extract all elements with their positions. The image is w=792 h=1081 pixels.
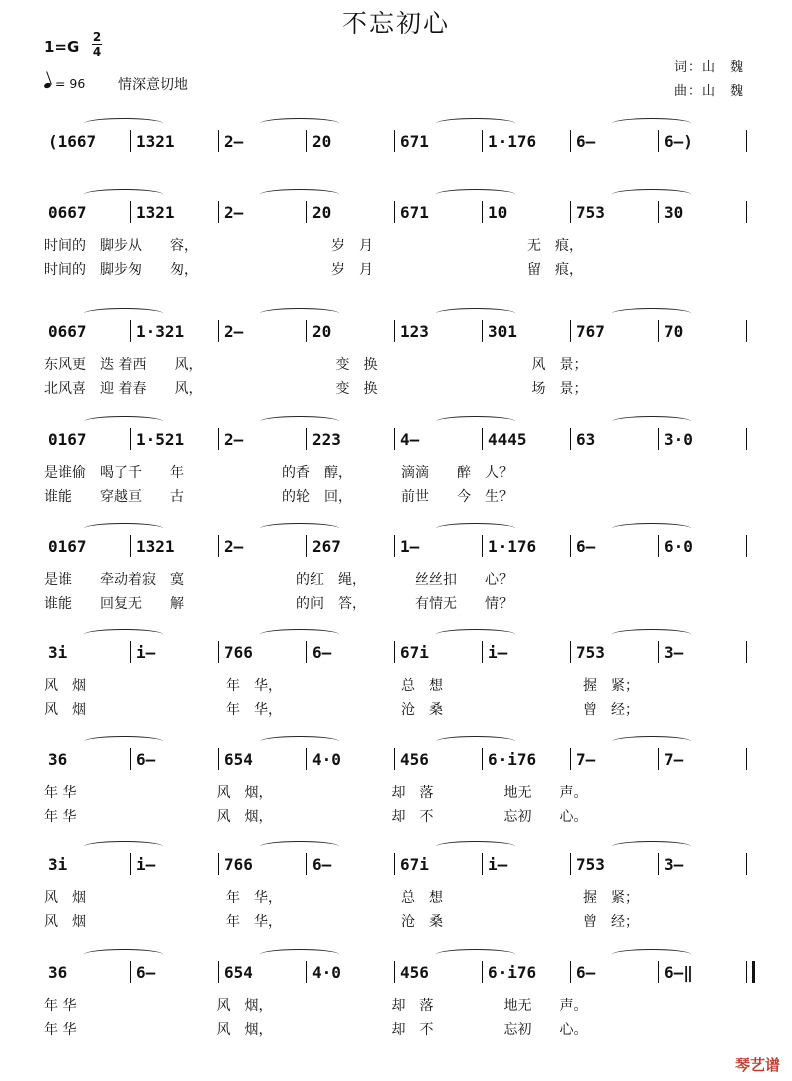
measure: 766 (224, 643, 253, 662)
measure: 30 (664, 203, 684, 222)
slur-arc (84, 841, 163, 852)
measure: 753 (576, 203, 605, 222)
measure: 2– (224, 537, 244, 556)
lyric-line-2: 风 烟 年 华， 沧 桑 曾 经； (44, 702, 639, 718)
measure: 36 (48, 750, 68, 769)
barline (658, 535, 659, 557)
barline (658, 748, 659, 770)
final-barline (752, 961, 755, 983)
measure: i– (136, 855, 156, 874)
barline (746, 641, 747, 663)
barline (570, 130, 571, 152)
slur-arc (612, 523, 691, 534)
lyric-line-2: 谁能 穿越亘 古 的轮 回， 前世 今 生？ (44, 489, 513, 505)
barline (746, 320, 747, 342)
measure: 2– (224, 132, 244, 151)
slur-arc (84, 629, 163, 640)
barline (570, 201, 571, 223)
measure: 6·i76 (488, 750, 537, 769)
slur-arc (260, 736, 339, 747)
measure: 6– (312, 643, 332, 662)
measure: 654 (224, 963, 253, 982)
expression-marking: 情深意切地 (118, 77, 188, 93)
barline (218, 853, 219, 875)
tempo-marking (44, 76, 85, 91)
song-title: 不忘初心 (341, 9, 450, 38)
barline (746, 748, 747, 770)
slur-arc (260, 841, 339, 852)
barline (658, 853, 659, 875)
lyric-line-1: 是谁偷 喝了千 年 的香 醇， 滴滴 醉 人？ (44, 465, 513, 481)
measure: 3– (664, 643, 684, 662)
barline (306, 961, 307, 983)
measure: 20 (312, 203, 332, 222)
measure: 671 (400, 132, 429, 151)
measure: 10 (488, 203, 508, 222)
measure: 1321 (136, 132, 175, 151)
lyric-line-1: 年 华 风 烟， 却 落 地无 声。 (44, 785, 588, 801)
barline (218, 130, 219, 152)
measure: 753 (576, 643, 605, 662)
measure: 6– (576, 537, 596, 556)
watermark-logo: 琴艺谱 (734, 1056, 780, 1074)
barline (482, 201, 483, 223)
measure: 6– (136, 963, 156, 982)
barline (570, 641, 571, 663)
barline (482, 853, 483, 875)
measure: 0167 (48, 537, 87, 556)
barline (306, 641, 307, 663)
barline (218, 748, 219, 770)
score-row (0, 537, 792, 627)
measure: 301 (488, 322, 517, 341)
barline (482, 535, 483, 557)
slur-arc (84, 308, 163, 319)
measure: (1667 (48, 132, 97, 151)
score-row (0, 750, 792, 840)
barline (394, 320, 395, 342)
measure: 67i (400, 855, 429, 874)
barline (394, 961, 395, 983)
slur-arc (612, 189, 691, 200)
barline (482, 748, 483, 770)
lyric-line-2: 北风喜 迎 着春 风， 变 换 场 景； (44, 381, 588, 397)
slur-arc (84, 416, 163, 427)
barline (570, 428, 571, 450)
measure: 223 (312, 430, 341, 449)
barline (130, 641, 131, 663)
measure: 671 (400, 203, 429, 222)
barline (306, 320, 307, 342)
quarter-note-icon (43, 82, 51, 89)
measure: 3i (48, 643, 68, 662)
barline (218, 641, 219, 663)
barline (218, 320, 219, 342)
barline (306, 535, 307, 557)
slur-arc (612, 736, 691, 747)
measure: 67i (400, 643, 429, 662)
measure: 1·176 (488, 537, 537, 556)
barline (394, 853, 395, 875)
score-row (0, 963, 792, 1053)
measure: 3– (664, 855, 684, 874)
lyric-line-1: 东风更 迭 着西 风， 变 换 风 景； (44, 357, 588, 373)
barline (570, 535, 571, 557)
score-row (0, 203, 792, 293)
barline (746, 853, 747, 875)
measure: 767 (576, 322, 605, 341)
lyric-line-2: 风 烟 年 华， 沧 桑 曾 经； (44, 914, 639, 930)
slur-arc (612, 308, 691, 319)
slur-arc (260, 308, 339, 319)
measure: 6– (576, 963, 596, 982)
barline (570, 748, 571, 770)
measure: 456 (400, 750, 429, 769)
barline (394, 641, 395, 663)
lyric-line-1: 风 烟 年 华， 总 想 握 紧； (44, 890, 639, 906)
slur-arc (612, 118, 691, 129)
barline (130, 320, 131, 342)
barline (482, 320, 483, 342)
measure: 1321 (136, 537, 175, 556)
measure: 0167 (48, 430, 87, 449)
slur-arc (436, 736, 515, 747)
lyric-line-1: 是谁 牵动着寂 寞 的红 绳， 丝丝扣 心？ (44, 572, 513, 588)
barline (130, 130, 131, 152)
composer-credit: 曲：山 魏 (673, 84, 744, 99)
measure: 2– (224, 430, 244, 449)
measure: 7– (664, 750, 684, 769)
measure: 4445 (488, 430, 527, 449)
barline (306, 428, 307, 450)
measure: 6– (312, 855, 332, 874)
lyric-line-2: 时间的 脚步匆 匆， 岁 月 留 痕， (44, 262, 583, 278)
lyric-line-2: 年 华 风 烟， 却 不 忘初 心。 (44, 809, 588, 825)
barline (394, 201, 395, 223)
barline (570, 961, 571, 983)
barline (658, 961, 659, 983)
barline (482, 428, 483, 450)
lyric-line-1: 风 烟 年 华， 总 想 握 紧； (44, 678, 639, 694)
barline (658, 428, 659, 450)
slur-arc (436, 189, 515, 200)
measure: 267 (312, 537, 341, 556)
barline (394, 130, 395, 152)
measure: 3·0 (664, 430, 693, 449)
score-row (0, 430, 792, 520)
measure: 1321 (136, 203, 175, 222)
barline (218, 428, 219, 450)
barline (130, 201, 131, 223)
barline (746, 201, 747, 223)
measure: i– (136, 643, 156, 662)
barline (482, 130, 483, 152)
barline (130, 853, 131, 875)
key-signature: 1=G (44, 38, 80, 56)
barline (306, 201, 307, 223)
slur-arc (612, 841, 691, 852)
barline (218, 535, 219, 557)
measure: 0667 (48, 322, 87, 341)
measure: 7– (576, 750, 596, 769)
time-signature-top: 2 (92, 30, 102, 44)
measure: 6–‖ (664, 963, 693, 982)
barline (746, 961, 747, 983)
slur-arc (84, 189, 163, 200)
barline (746, 535, 747, 557)
measure: i– (488, 855, 508, 874)
barline (218, 961, 219, 983)
measure: 1– (400, 537, 420, 556)
time-signature (92, 30, 102, 59)
barline (570, 320, 571, 342)
measure: 6·0 (664, 537, 693, 556)
slur-arc (260, 523, 339, 534)
lyricist-credit: 词：山 魏 (673, 60, 744, 75)
measure: 70 (664, 322, 684, 341)
time-signature-bottom: 4 (92, 45, 102, 59)
tempo-value: = 96 (54, 76, 86, 91)
barline (746, 130, 747, 152)
score-row (0, 322, 792, 412)
measure: 0667 (48, 203, 87, 222)
slur-arc (436, 841, 515, 852)
barline (658, 130, 659, 152)
lyric-line-2: 谁能 回复无 解 的问 答， 有情无 情？ (44, 596, 513, 612)
slur-arc (436, 949, 515, 960)
measure: 6– (576, 132, 596, 151)
slur-arc (436, 308, 515, 319)
barline (306, 130, 307, 152)
measure: 4– (400, 430, 420, 449)
measure: 20 (312, 322, 332, 341)
barline (658, 320, 659, 342)
measure: 6–) (664, 132, 693, 151)
slur-arc (612, 629, 691, 640)
measure: 654 (224, 750, 253, 769)
measure: i– (488, 643, 508, 662)
barline (570, 853, 571, 875)
measure: 2– (224, 322, 244, 341)
measure: 1·176 (488, 132, 537, 151)
slur-arc (260, 189, 339, 200)
score-row (0, 855, 792, 945)
slur-arc (260, 949, 339, 960)
barline (482, 961, 483, 983)
barline (658, 641, 659, 663)
measure: 456 (400, 963, 429, 982)
barline (394, 748, 395, 770)
barline (218, 201, 219, 223)
barline (394, 535, 395, 557)
slur-arc (260, 118, 339, 129)
slur-arc (84, 118, 163, 129)
barline (130, 428, 131, 450)
measure: 4·0 (312, 750, 341, 769)
lyric-line-2: 年 华 风 烟， 却 不 忘初 心。 (44, 1022, 588, 1038)
barline (130, 961, 131, 983)
slur-arc (436, 523, 515, 534)
barline (130, 748, 131, 770)
measure: 6·i76 (488, 963, 537, 982)
measure: 63 (576, 430, 596, 449)
slur-arc (260, 629, 339, 640)
barline (394, 428, 395, 450)
measure: 20 (312, 132, 332, 151)
measure: 36 (48, 963, 68, 982)
measure: 3i (48, 855, 68, 874)
slur-arc (436, 629, 515, 640)
slur-arc (260, 416, 339, 427)
measure: 753 (576, 855, 605, 874)
slur-arc (612, 949, 691, 960)
barline (482, 641, 483, 663)
lyric-line-1: 年 华 风 烟， 却 落 地无 声。 (44, 998, 588, 1014)
measure: 1·321 (136, 322, 185, 341)
measure: 2– (224, 203, 244, 222)
measure: 123 (400, 322, 429, 341)
slur-arc (84, 523, 163, 534)
measure: 1·521 (136, 430, 185, 449)
barline (746, 428, 747, 450)
barline (130, 535, 131, 557)
measure: 6– (136, 750, 156, 769)
slur-arc (436, 118, 515, 129)
measure: 4·0 (312, 963, 341, 982)
barline (306, 853, 307, 875)
barline (306, 748, 307, 770)
slur-arc (436, 416, 515, 427)
lyric-line-1: 时间的 脚步从 容， 岁 月 无 痕， (44, 238, 583, 254)
slur-arc (84, 736, 163, 747)
measure: 766 (224, 855, 253, 874)
slur-arc (612, 416, 691, 427)
slur-arc (84, 949, 163, 960)
barline (658, 201, 659, 223)
score-row (0, 643, 792, 733)
